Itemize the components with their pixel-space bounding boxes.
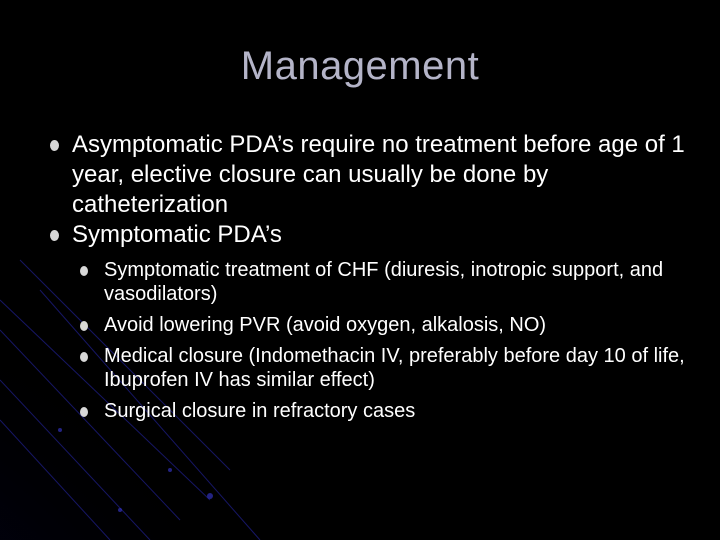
bullet-text: Asymptomatic PDA’s require no treatment before age of 1 year, elective closure can usually be done by catheterization: [72, 131, 685, 218]
sub-bullet-surgical-closure: [80, 399, 690, 423]
bullet-dot-icon: [50, 230, 59, 241]
sub-bullet-list: [80, 258, 690, 423]
sub-bullet-text: Symptomatic treatment of CHF (diuresis, inotropic support, and vasodilators): [104, 259, 664, 305]
bullet-text: Symptomatic PDA’s: [72, 221, 282, 248]
bullet-dot-icon: [50, 140, 59, 151]
sub-bullet-medical-closure: [80, 344, 690, 392]
sub-bullet-text: Medical closure (Indomethacin IV, preferably before day 10 of life, Ibuprofen IV has similar effect): [104, 345, 685, 391]
bullet-asymptomatic: [50, 130, 690, 220]
sub-bullet-text: Surgical closure in refractory cases: [104, 400, 416, 422]
slide-content: [50, 130, 690, 430]
slide-title: Management: [240, 44, 480, 88]
bullet-dot-icon: [80, 321, 88, 331]
bullet-dot-icon: [80, 266, 88, 276]
sub-bullet-avoid-pvr: [80, 313, 690, 337]
sub-bullet-text: Avoid lowering PVR (avoid oxygen, alkalosis, NO): [104, 314, 547, 336]
bullet-dot-icon: [80, 352, 88, 362]
bullet-dot-icon: [80, 407, 88, 417]
bullet-symptomatic: [50, 220, 690, 250]
sub-bullet-chf-treatment: [80, 258, 690, 306]
